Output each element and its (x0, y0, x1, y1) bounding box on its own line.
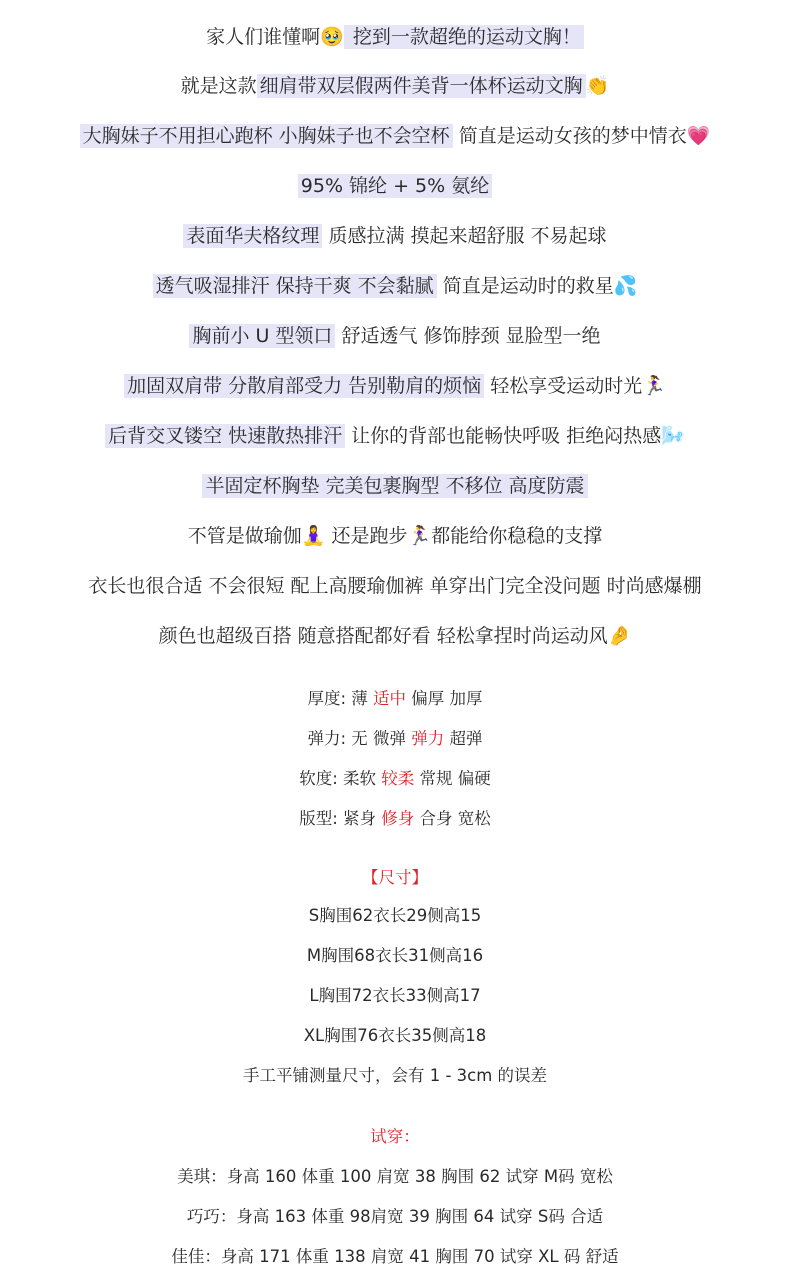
intro-line-5: 表面华夫格纹理 质感拉满 摸起来超舒服 不易起球 (0, 223, 790, 249)
running-woman-icon: 🏃‍♀️ (407, 525, 432, 547)
intro-line-2: 就是这款 细肩带双层假两件美背一体杯运动文胸 👏 (180, 75, 610, 97)
intro-line-1: 家人们谁懂啊🥹 挖到一款超绝的运动文胸！ (0, 24, 790, 50)
intro-line-10: 半固定杯胸垫 完美包裹胸型 不移位 高度防震 (0, 473, 790, 499)
growing-heart-icon: 💗 (686, 125, 711, 147)
attribute-softness: 软度: 柔软 较柔 常规 偏硬 (299, 769, 491, 788)
clapping-hands-icon: 👏 (585, 75, 610, 97)
pinched-fingers-icon: 🤌 (607, 625, 632, 647)
fabric-composition: 95% 锦纶 + 5% 氨纶 (0, 173, 790, 199)
attribute-elasticity: 弹力: 无 微弹 弹力 超弹 (307, 729, 483, 748)
intro-line-12: 衣长也很合适 不会很短 配上高腰瑜伽裤 单穿出门完全没问题 时尚感爆棚 (88, 575, 702, 597)
attribute-fit: 版型: 紧身 修身 合身 宽松 (299, 809, 491, 828)
size-row: S胸围62衣长29侧高15 (308, 906, 482, 925)
intro-line-11: 不管是做瑜伽🧘‍♀️ 还是跑步🏃‍♀️都能给你稳稳的支撑 (187, 525, 603, 547)
try-on-row: 佳佳：身高 171 体重 138 肩宽 41 胸围 70 试穿 XL 码 舒适 (171, 1247, 619, 1266)
intro-line-7: 胸前小 U 型领口 舒适透气 修饰脖颈 显脸型一绝 (0, 323, 790, 349)
size-heading: 【尺寸】 (362, 868, 428, 887)
try-on-row: 巧巧：身高 163 体重 98肩宽 39 胸围 64 试穿 S码 合适 (186, 1207, 604, 1226)
intro-line-6: 透气吸湿排汗 保持干爽 不会黏腻 简直是运动时的救星💦 (0, 273, 790, 299)
size-note: 手工平铺测量尺寸，会有 1 - 3cm 的误差 (242, 1066, 548, 1085)
size-row: M胸围68衣长31侧高16 (306, 946, 484, 965)
size-row: XL胸围76衣长35侧高18 (303, 1026, 487, 1045)
attribute-selected: 较柔 (381, 769, 415, 788)
attribute-selected: 弹力 (411, 729, 445, 748)
attribute-selected: 适中 (373, 689, 407, 708)
wind-face-icon: 🌬️ (661, 425, 685, 447)
sweat-droplets-icon: 💦 (613, 275, 638, 297)
intro-line-13: 颜色也超级百搭 随意搭配都好看 轻松拿捏时尚运动风🤌 (158, 625, 632, 647)
try-on-heading: 试穿： (370, 1127, 420, 1146)
intro-line-8: 加固双肩带 分散肩部受力 告别勒肩的烦恼 轻松享受运动时光🏃‍♀️ (0, 373, 790, 399)
try-on-row: 美琪：身高 160 体重 100 肩宽 38 胸围 62 试穿 M码 宽松 (177, 1167, 613, 1186)
running-woman-icon: 🏃‍♀️ (642, 375, 666, 397)
intro-line-9: 后背交叉镂空 快速散热排汗 让你的背部也能畅快呼吸 拒绝闷热感🌬️ (0, 423, 790, 449)
size-row: L胸围72衣长33侧高17 (309, 986, 481, 1005)
attribute-thickness: 厚度: 薄 适中 偏厚 加厚 (307, 689, 483, 708)
yoga-woman-icon: 🧘‍♀️ (301, 525, 326, 547)
intro-line-3: 大胸妹子不用担心跑杯 小胸妹子也不会空杯 简直是运动女孩的梦中情衣💗 (0, 123, 790, 149)
pleading-face-icon: 🥹 (320, 26, 344, 48)
attribute-selected: 修身 (381, 809, 415, 828)
